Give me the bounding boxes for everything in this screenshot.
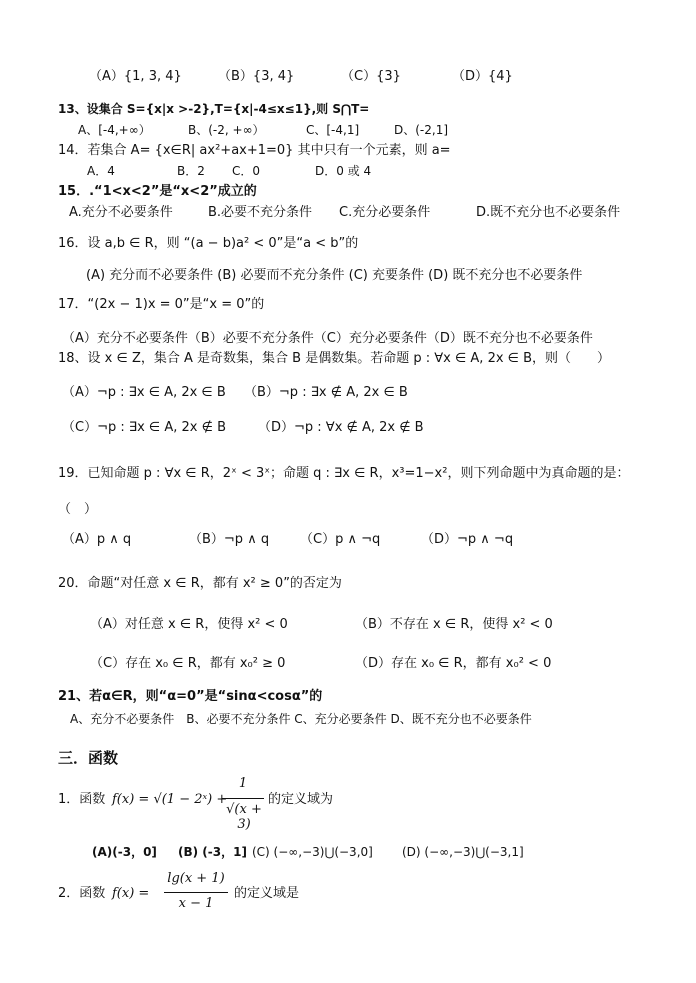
q18-option-b: （B）¬p : ∃x ∉ A, 2x ∈ B xyxy=(244,385,408,400)
q13-option-c: C、[-4,1] xyxy=(306,123,360,137)
q18-stem: 18、设 x ∈ Z，集合 A 是奇数集，集合 B 是偶数集。若命题 p : ∀x ∈ A, 2x ∈ B，则（ ） xyxy=(58,351,611,366)
q12-option-b: （B）{3, 4} xyxy=(218,69,295,84)
q14-option-c: C．0 xyxy=(232,164,261,178)
q13-stem: 13、设集合 S={x|x >-2},T={x|-4≤x≤1},则 S⋂T= xyxy=(58,102,370,116)
f1-prefix: 1．函数 xyxy=(58,792,106,807)
q18-option-a: （A）¬p : ∃x ∈ A, 2x ∈ B xyxy=(62,385,226,400)
f1-numerator: 1 xyxy=(238,776,248,791)
f2-suffix: 的定义域是 xyxy=(234,886,300,901)
q19-option-d: （D）¬p ∧ ¬q xyxy=(421,532,514,547)
q15-option-b: B.必要不充分条件 xyxy=(208,205,313,220)
f2-lhs: f(x) = xyxy=(112,886,150,901)
q20-option-d: （D）存在 x₀ ∈ R，都有 x₀² < 0 xyxy=(355,656,552,671)
section-heading-functions: 三．函数 xyxy=(58,749,119,767)
q19-answer-paren: （ ） xyxy=(58,502,98,517)
f2-numerator: lg(x + 1) xyxy=(167,871,225,886)
q17-options: （A）充分不必要条件（B）必要不充分条件（C）充分必要条件（D）既不充分也不必要条件 xyxy=(62,331,593,346)
q15-option-c: C.充分必要条件 xyxy=(339,205,431,220)
q12-option-c: （C）{3} xyxy=(341,69,401,84)
f1-option-c: (C) (−∞,−3)⋃(−3,0] xyxy=(252,845,373,859)
q18-option-d: （D）¬p : ∀x ∉ A, 2x ∉ B xyxy=(258,420,424,435)
q12-option-d: （D）{4} xyxy=(452,69,513,84)
q15-option-a: A.充分不必要条件 xyxy=(69,205,173,220)
q20-stem: 20．命题“对任意 x ∈ R，都有 x² ≥ 0”的否定为 xyxy=(58,576,342,591)
q12-option-a: （A）{1, 3, 4} xyxy=(89,69,182,84)
q19-option-b: （B）¬p ∧ q xyxy=(189,532,270,547)
f1-denominator: √(x + 3) xyxy=(226,802,262,832)
q13-option-b: B、(-2, +∞） xyxy=(188,123,265,137)
f1-option-d: (D) (−∞,−3)⋃(−3,1] xyxy=(402,845,524,859)
f1-option-a: (A)(-3，0] xyxy=(92,845,157,859)
q13-option-d: D、(-2,1] xyxy=(394,123,449,137)
q20-option-a: （A）对任意 x ∈ R，使得 x² < 0 xyxy=(90,617,288,632)
f2-denominator: x − 1 xyxy=(178,896,214,911)
q19-option-a: （A）p ∧ q xyxy=(62,532,132,547)
f2-prefix: 2．函数 xyxy=(58,886,106,901)
q14-option-d: D．0 或 4 xyxy=(315,164,372,178)
f1-lhs: f(x) = √(1 − 2ˣ) + xyxy=(112,792,228,807)
q15-stem: 15．.“1<x<2”是“x<2”成立的 xyxy=(58,184,257,199)
f1-fraction-bar xyxy=(222,798,264,799)
q21-options: A、充分不必要条件 B、必要不充分条件 C、充分必要条件 D、既不充分也不必要条件 xyxy=(70,712,532,726)
q17-stem: 17．“(2x − 1)x = 0”是“x = 0”的 xyxy=(58,297,265,312)
q19-stem: 19．已知命题 p : ∀x ∈ R，2ˣ < 3ˣ；命题 q : ∃x ∈ R，x³=1−x²，则下列命题中为真命题的是： xyxy=(58,466,630,481)
q20-option-b: （B）不存在 x ∈ R，使得 x² < 0 xyxy=(355,617,553,632)
q14-option-b: B．2 xyxy=(177,164,205,178)
f1-option-b: (B) (-3，1] xyxy=(178,845,247,859)
q20-option-c: （C）存在 x₀ ∈ R，都有 x₀² ≥ 0 xyxy=(90,656,286,671)
q14-stem: 14．若集合 A= {x∈R| ax²+ax+1=0} 其中只有一个元素，则 a= xyxy=(58,143,451,158)
f2-fraction-bar xyxy=(164,892,228,893)
q15-option-d: D.既不充分也不必要条件 xyxy=(476,205,621,220)
q14-option-a: A．4 xyxy=(87,164,115,178)
f1-suffix: 的定义域为 xyxy=(268,792,334,807)
q18-option-c: （C）¬p : ∃x ∈ A, 2x ∉ B xyxy=(62,420,226,435)
q16-stem: 16．设 a,b ∈ R，则 “(a − b)a² < 0”是“a < b”的 xyxy=(58,236,359,251)
q21-stem: 21、若α∈R，则“α=0”是“sinα<cosα”的 xyxy=(58,689,323,704)
q13-option-a: A、[-4,+∞） xyxy=(78,123,151,137)
q16-options: (A) 充分而不必要条件 (B) 必要而不充分条件 (C) 充要条件 (D) 既不充分也不必要条件 xyxy=(86,268,583,283)
q19-option-c: （C）p ∧ ¬q xyxy=(300,532,381,547)
